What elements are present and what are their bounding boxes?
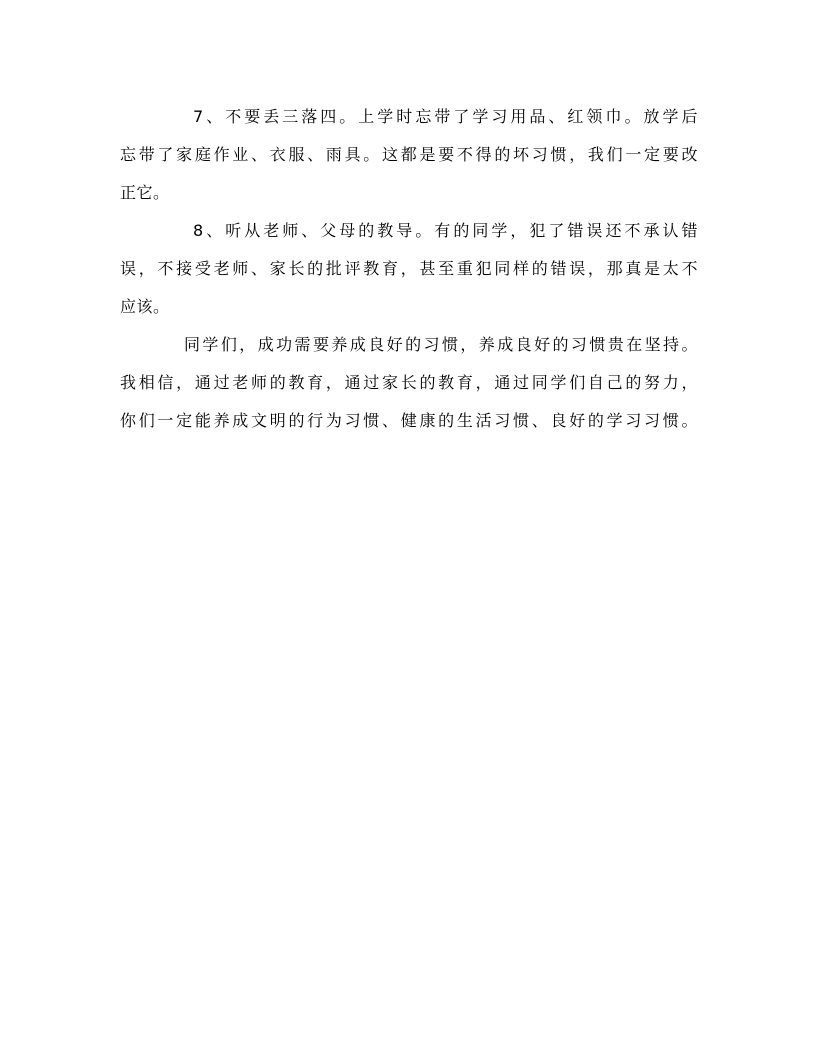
paragraph-line: 7、不要丢三落四。上学时忘带了学习用品、红领巾。放学后 <box>193 107 698 126</box>
paragraph-line: 忘带了家庭作业、衣服、雨具。这都是要不得的坏习惯，我们一定要改 <box>120 145 698 164</box>
paragraph-line: 同学们，成功需要养成良好的习惯，养成良好的习惯贵在坚持。 <box>184 335 698 354</box>
paragraph-line: 8、听从老师、父母的教导。有的同学，犯了错误还不承认错 <box>193 221 698 240</box>
paragraph-line: 误，不接受老师、家长的批评教育，甚至重犯同样的错误，那真是太不 <box>120 259 698 278</box>
document-body <box>120 98 698 440</box>
paragraph-line: 正它。 <box>120 183 170 202</box>
paragraph-item-7 <box>120 98 698 212</box>
paragraph-line: 我相信，通过老师的教育，通过家长的教育，通过同学们自己的努力， <box>120 373 698 392</box>
paragraph-line: 你们一定能养成文明的行为习惯、健康的生活习惯、良好的学习习惯。 <box>120 411 698 430</box>
paragraph-line: 应该。 <box>120 297 170 316</box>
paragraph-item-8 <box>120 212 698 326</box>
paragraph-conclusion <box>120 326 698 440</box>
